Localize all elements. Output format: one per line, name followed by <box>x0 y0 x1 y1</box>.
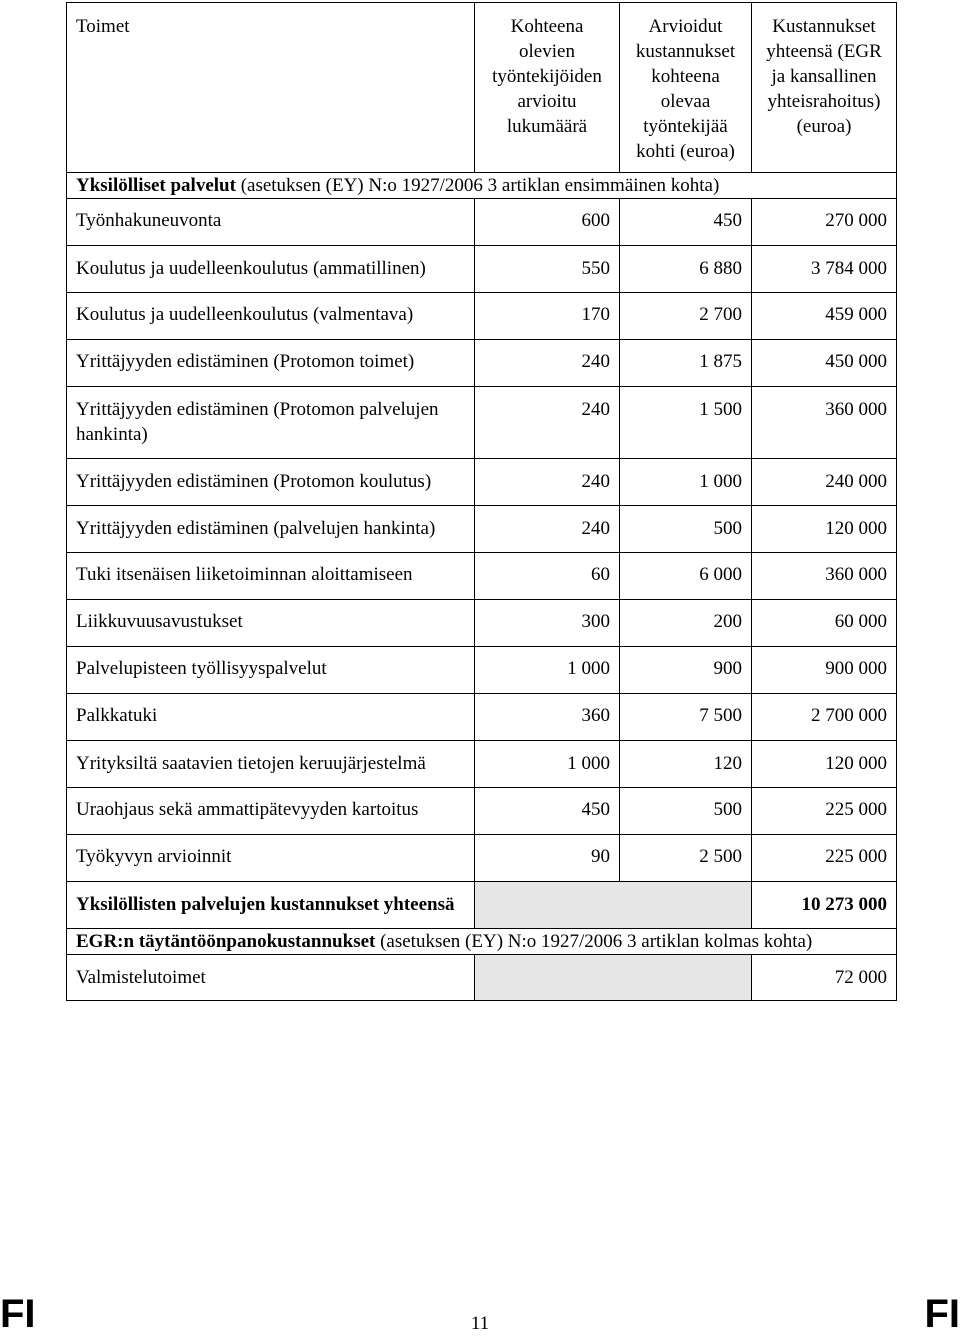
unit-cost: 500 <box>620 788 752 835</box>
worker-count: 550 <box>475 246 620 293</box>
unit-cost: 2 700 <box>620 293 752 340</box>
action-name: Työkyvyn arvioinnit <box>67 835 475 882</box>
worker-count: 450 <box>475 788 620 835</box>
table-row <box>67 387 897 459</box>
prep-shaded-cell <box>475 955 752 1001</box>
total-cost: 2 700 000 <box>752 694 897 741</box>
worker-count: 240 <box>475 506 620 553</box>
page-number: 11 <box>470 1313 490 1334</box>
action-name: Yrittäjyyden edistäminen (palvelujen hankinta) <box>67 506 475 553</box>
total-cost: 459 000 <box>752 293 897 340</box>
action-name: Yrityksiltä saatavien tietojen keruujärjestelmä <box>67 741 475 788</box>
table-row <box>67 835 897 882</box>
table-row <box>67 293 897 340</box>
prep-row <box>67 955 897 1001</box>
worker-count: 1 000 <box>475 647 620 694</box>
total-cost: 3 784 000 <box>752 246 897 293</box>
unit-cost: 200 <box>620 600 752 647</box>
unit-cost: 2 500 <box>620 835 752 882</box>
total-cost: 450 000 <box>752 340 897 387</box>
total-cost: 120 000 <box>752 506 897 553</box>
footer-language-right: FI <box>924 1292 960 1336</box>
header-actions: Toimet <box>67 3 475 173</box>
unit-cost: 6 880 <box>620 246 752 293</box>
table-row <box>67 600 897 647</box>
worker-count: 360 <box>475 694 620 741</box>
header-row <box>67 3 897 173</box>
action-name: Koulutus ja uudelleenkoulutus (ammatillinen) <box>67 246 475 293</box>
section-heading-rest: (asetuksen (EY) N:o 1927/2006 3 artiklan kolmas kohta) <box>375 931 813 952</box>
prep-label: Valmistelutoimet <box>67 955 475 1001</box>
subtotal-total: 10 273 000 <box>752 882 897 929</box>
prep-total: 72 000 <box>752 955 897 1001</box>
worker-count: 240 <box>475 459 620 506</box>
header-cost-per-worker: Arvioidut kustannukset kohteena olevaa työntekijää kohti (euroa) <box>620 3 752 173</box>
subtotal-label: Yksilöllisten palvelujen kustannukset yhteensä <box>67 882 475 929</box>
worker-count: 600 <box>475 199 620 246</box>
unit-cost: 1 000 <box>620 459 752 506</box>
table-row <box>67 246 897 293</box>
section-heading-rest: (asetuksen (EY) N:o 1927/2006 3 artiklan ensimmäinen kohta) <box>235 175 720 196</box>
action-name: Yrittäjyyden edistäminen (Protomon palvelujen hankinta) <box>67 387 475 459</box>
action-name: Työnhakuneuvonta <box>67 199 475 246</box>
subtotal-shaded-cell <box>475 882 752 929</box>
action-name: Palkkatuki <box>67 694 475 741</box>
total-cost: 225 000 <box>752 788 897 835</box>
worker-count: 170 <box>475 293 620 340</box>
action-name: Liikkuvuusavustukset <box>67 600 475 647</box>
action-name: Uraohjaus sekä ammattipätevyyden kartoitus <box>67 788 475 835</box>
total-cost: 900 000 <box>752 647 897 694</box>
cost-table <box>66 2 897 1001</box>
unit-cost: 900 <box>620 647 752 694</box>
worker-count: 240 <box>475 340 620 387</box>
worker-count: 90 <box>475 835 620 882</box>
table-row <box>67 340 897 387</box>
total-cost: 360 000 <box>752 387 897 459</box>
total-cost: 360 000 <box>752 553 897 600</box>
header-total-cost: Kustannukset yhteensä (EGR ja kansallinen yhteisrahoitus) (euroa) <box>752 3 897 173</box>
worker-count: 300 <box>475 600 620 647</box>
unit-cost: 6 000 <box>620 553 752 600</box>
action-name: Yrittäjyyden edistäminen (Protomon toimet) <box>67 340 475 387</box>
action-name: Koulutus ja uudelleenkoulutus (valmentava) <box>67 293 475 340</box>
total-cost: 225 000 <box>752 835 897 882</box>
unit-cost: 450 <box>620 199 752 246</box>
section-row-implementation-costs <box>67 929 897 955</box>
section-heading-bold: EGR:n täytäntöönpanokustannukset <box>76 931 376 952</box>
unit-cost: 1 500 <box>620 387 752 459</box>
footer-language-left: FI <box>0 1292 36 1336</box>
total-cost: 60 000 <box>752 600 897 647</box>
worker-count: 1 000 <box>475 741 620 788</box>
action-name: Palvelupisteen työllisyyspalvelut <box>67 647 475 694</box>
table-row <box>67 741 897 788</box>
total-cost: 270 000 <box>752 199 897 246</box>
subtotal-row <box>67 882 897 929</box>
worker-count: 60 <box>475 553 620 600</box>
table-row <box>67 553 897 600</box>
table-row <box>67 647 897 694</box>
unit-cost: 500 <box>620 506 752 553</box>
table-row <box>67 199 897 246</box>
section-row-individual-services <box>67 173 897 199</box>
unit-cost: 7 500 <box>620 694 752 741</box>
total-cost: 240 000 <box>752 459 897 506</box>
action-name: Yrittäjyyden edistäminen (Protomon koulutus) <box>67 459 475 506</box>
table-row <box>67 459 897 506</box>
section-heading-bold: Yksilölliset palvelut <box>76 175 236 196</box>
table-row <box>67 694 897 741</box>
total-cost: 120 000 <box>752 741 897 788</box>
table-row <box>67 506 897 553</box>
unit-cost: 1 875 <box>620 340 752 387</box>
action-name: Tuki itsenäisen liiketoiminnan aloittamiseen <box>67 553 475 600</box>
section-heading <box>67 173 897 199</box>
unit-cost: 120 <box>620 741 752 788</box>
section-heading <box>67 929 897 955</box>
table-row <box>67 788 897 835</box>
header-worker-count: Kohteena olevien työntekijöiden arvioitu lukumäärä <box>475 3 620 173</box>
worker-count: 240 <box>475 387 620 459</box>
